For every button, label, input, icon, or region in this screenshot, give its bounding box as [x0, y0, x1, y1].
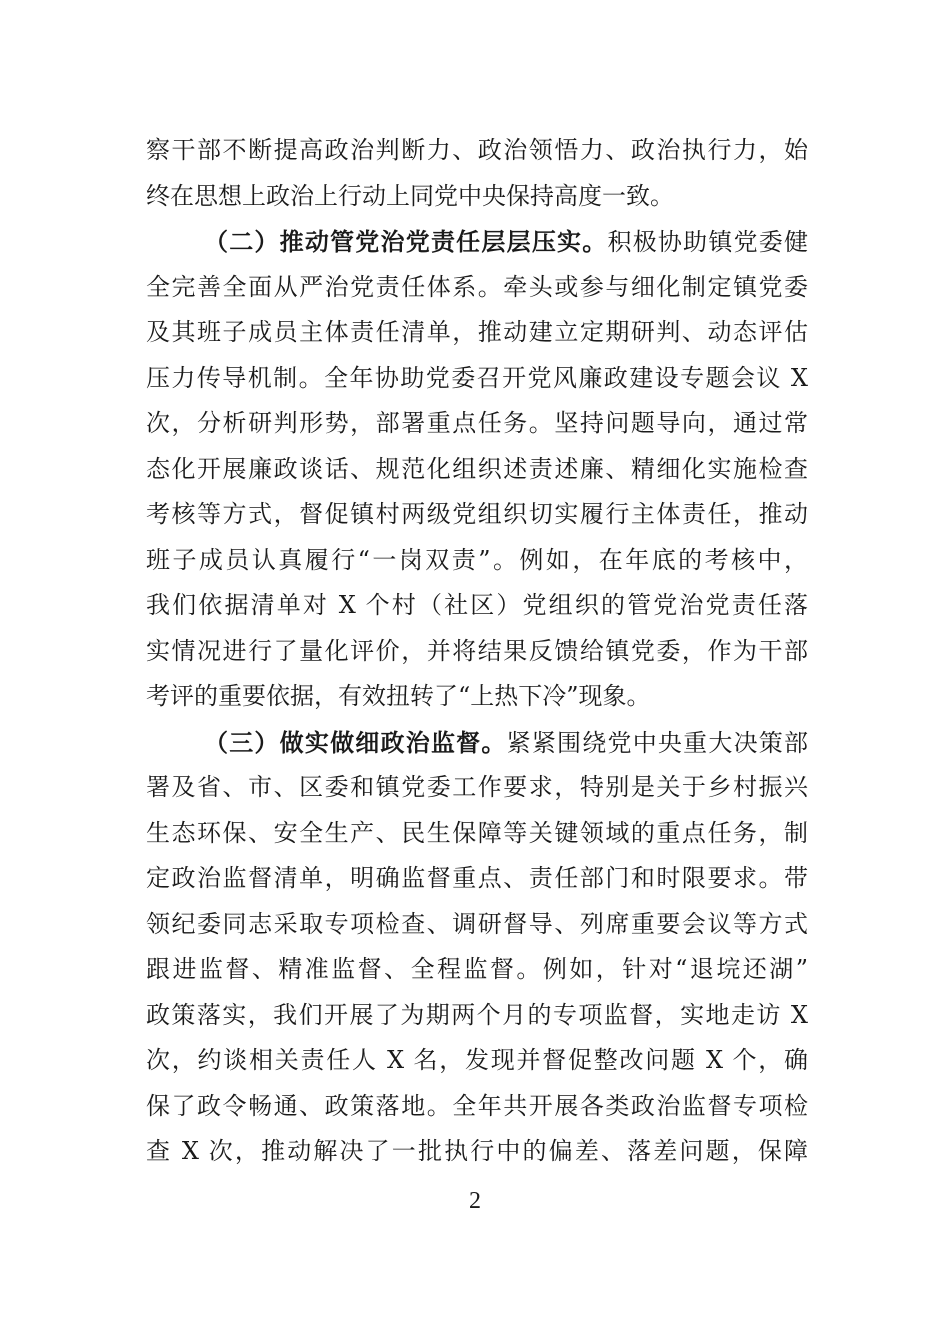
text-span: 积极协助镇党委健	[607, 228, 809, 256]
text-line: 政策落实，我们开展了为期两个月的专项监督，实地走访 X	[146, 1000, 808, 1029]
text-line: 跟进监督、精准监督、全程监督。例如，针对“退垸还湖”	[146, 955, 808, 983]
text-line: 终在思想上政治上行动上同党中央保持高度一致。	[146, 181, 674, 210]
section-heading: （二）推动管党治党责任层层压实。	[204, 227, 608, 256]
text-line: 实情况进行了量化评价，并将结果反馈给镇党委，作为干部	[146, 636, 808, 665]
text-line: 及其班子成员主体责任清单，推动建立定期研判、动态评估	[146, 318, 808, 346]
text-line: 保了政令畅通、政策落地。全年共开展各类政治监督专项检	[146, 1091, 808, 1120]
text-line: 署及省、市、区委和镇党委工作要求，特别是关于乡村振兴	[146, 773, 808, 801]
text-line: 生态环保、安全生产、民生保障等关键领域的重点任务，制	[146, 818, 808, 847]
text-line: 压力传导机制。全年协助党委召开党风廉政建设专题会议 X	[146, 363, 808, 392]
paragraph-first-line	[146, 219, 808, 265]
text-span: 紧紧围绕党中央重大决策部	[506, 728, 808, 757]
text-line: 全完善全面从严治党责任体系。牵头或参与细化制定镇党委	[146, 272, 808, 301]
text-line: 我们依据清单对 X 个村（社区）党组织的管党治党责任落	[146, 591, 808, 619]
text-line: 态化开展廉政谈话、规范化组织述责述廉、精细化实施检查	[146, 454, 808, 483]
paragraph-first-line	[146, 720, 808, 766]
text-line: 定政治监督清单，明确监督重点、责任部门和时限要求。带	[146, 864, 808, 892]
text-line: 查 X 次，推动解决了一批执行中的偏差、落差问题，保障	[146, 1137, 808, 1165]
text-line: 次，分析研判形势，部署重点任务。坚持问题导向，通过常	[146, 409, 808, 437]
body-text	[146, 128, 808, 1175]
text-line: 次，约谈相关责任人 X 名，发现并督促整改问题 X 个，确	[146, 1046, 808, 1074]
text-line: 领纪委同志采取专项检查、调研督导、列席重要会议等方式	[146, 909, 808, 938]
page-number: 2	[469, 1188, 481, 1214]
text-line: 察干部不断提高政治判断力、政治领悟力、政治执行力，始	[146, 136, 808, 164]
text-line: 班子成员认真履行“一岗双责”。例如，在年底的考核中，	[146, 545, 808, 574]
text-line: 考核等方式，督促镇村两级党组织切实履行主体责任，推动	[146, 500, 808, 528]
section-heading: （三）做实做细政治监督。	[204, 727, 507, 757]
text-line: 考评的重要依据，有效扭转了“上热下冷”现象。	[146, 682, 651, 710]
